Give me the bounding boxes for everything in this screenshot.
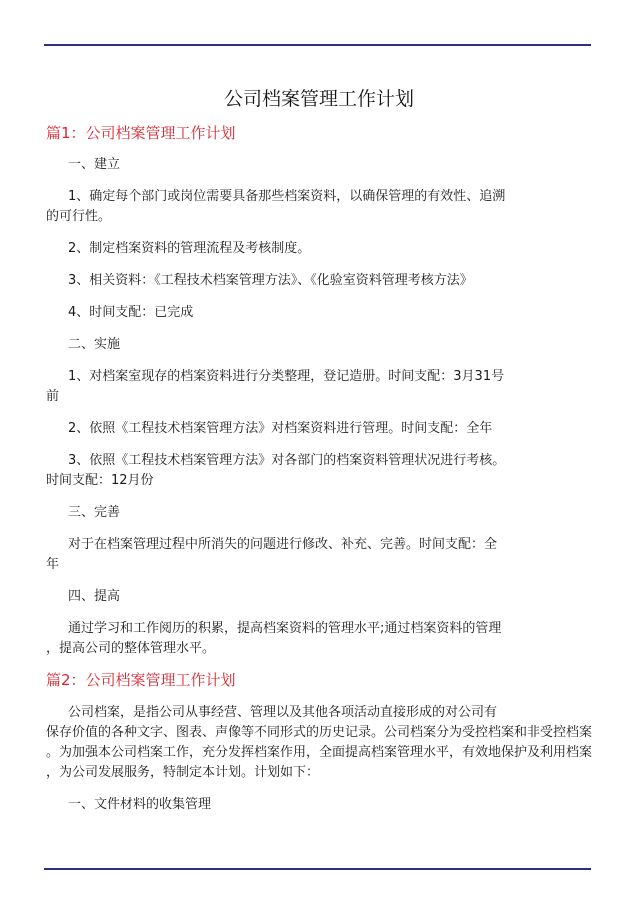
section1-paragraph-4: 4、时间支配：已完成 [68, 305, 194, 320]
section1-paragraph-2: 2、制定档案资料的管理流程及考核制度。 [68, 241, 311, 256]
section1-subheading-build: 一、建立 [68, 157, 121, 172]
section2-paragraph-1c: 。为加强本公司档案工作，充分发挥档案作用，全面提高档案管理水平，有效地保护及利用档案 [46, 745, 593, 760]
section2-subheading-collection: 一、文件材料的收集管理 [68, 797, 212, 812]
document-title: 公司档案管理工作计划 [223, 88, 414, 110]
section2-paragraph-1d: ，为公司发展服务，特制定本计划。计划如下： [46, 765, 320, 780]
section1-paragraph-9b: ，提高公司的整体管理水平。 [46, 641, 216, 656]
section1-paragraph-9a: 通过学习和工作阅历的积累，提高档案资料的管理水平;通过档案资料的管理 [68, 621, 502, 636]
section2-paragraph-1a: 公司档案，是指公司从事经营、管理以及其他各项活动直接形成的对公司有 [68, 705, 498, 720]
section2-paragraph-1b: 保存价值的各种文字、图表、声像等不同形式的历史记录。公司档案分为受控档案和非受控档案 [46, 725, 593, 740]
header-rule [44, 44, 591, 46]
section1-paragraph-5a: 1、对档案室现存的档案资料进行分类整理，登记造册。时间支配：3月31号 [68, 369, 505, 384]
section1-paragraph-6: 2、依照《工程技术档案管理方法》对档案资料进行管理。时间支配：全年 [68, 421, 493, 436]
section1-paragraph-1b: 的可行性。 [46, 209, 112, 224]
section1-paragraph-3: 3、相关资料：《工程技术档案管理方法》、《化验室资料管理考核方法》 [68, 273, 473, 288]
section1-paragraph-7b: 时间支配：12月份 [46, 473, 154, 488]
section1-subheading-enhance: 四、提高 [68, 589, 121, 604]
section1-paragraph-1a: 1、确定每个部门或岗位需要具备那些档案资料，以确保管理的有效性、追溯 [68, 189, 506, 204]
section1-paragraph-8b: 年 [46, 557, 60, 572]
section1-paragraph-7a: 3、依照《工程技术档案管理方法》对各部门的档案资料管理状况进行考核。 [68, 453, 506, 468]
section1-subheading-implement: 二、实施 [68, 337, 121, 352]
section1-paragraph-8a: 对于在档案管理过程中所消失的问题进行修改、补充、完善。时间支配：全 [68, 537, 498, 552]
footer-rule [44, 868, 591, 870]
section1-subheading-improve: 三、完善 [68, 505, 121, 520]
section1-paragraph-5b: 前 [46, 389, 60, 404]
section2-heading: 篇2：公司档案管理工作计划 [46, 671, 236, 689]
section1-heading: 篇1：公司档案管理工作计划 [46, 124, 236, 142]
